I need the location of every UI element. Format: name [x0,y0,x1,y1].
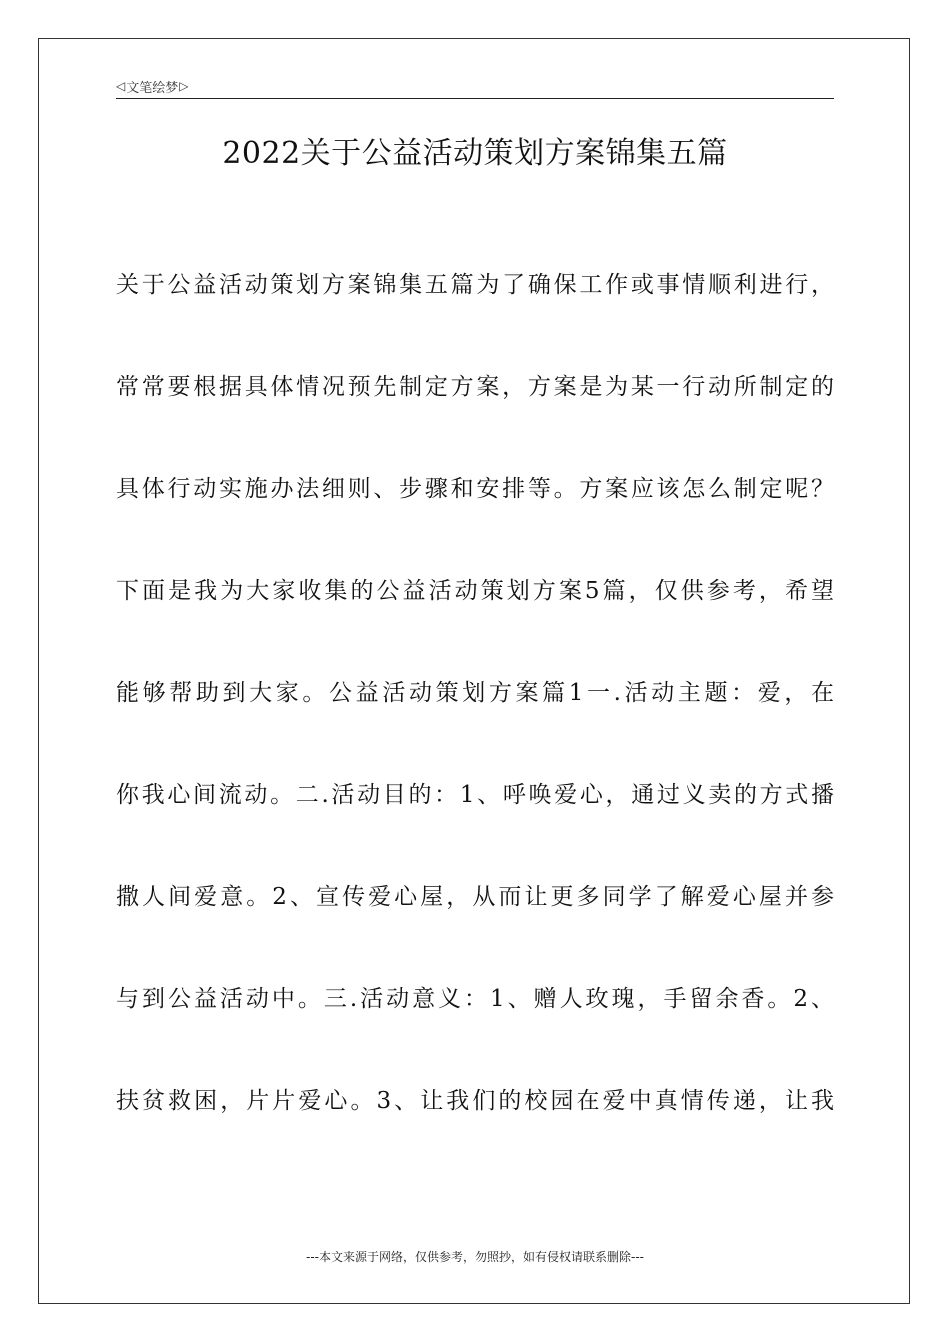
body-line: 扶贫救困，片片爱心。3、让我们的校园在爱中真情传递，让我 [116,1088,834,1114]
body-line: 能够帮助到大家。公益活动策划方案篇1一.活动主题：爱，在 [116,680,834,706]
body-line: 撒人间爱意。2、宣传爱心屋，从而让更多同学了解爱心屋并参 [116,884,834,910]
header-brand: 文笔绘梦 [126,80,179,96]
body-line: 下面是我为大家收集的公益活动策划方案5篇，仅供参考，希望 [116,578,834,604]
body-line: 具体行动实施办法细则、步骤和安排等。方案应该怎么制定呢？ [116,476,834,502]
right-triangle-icon: ▷ [179,79,189,93]
document-title: 2022关于公益活动策划方案锦集五篇 [222,136,728,171]
body-line: 你我心间流动。二.活动目的：1、呼唤爱心，通过义卖的方式播 [116,782,834,808]
body-line: 关于公益活动策划方案锦集五篇为了确保工作或事情顺利进行， [116,272,834,298]
body-line: 常常要根据具体情况预先制定方案，方案是为某一行动所制定的 [116,374,834,400]
body-line: 与到公益活动中。三.活动意义：1、赠人玫瑰，手留余香。2、 [116,986,834,1012]
page-footer: ---本文来源于网络，仅供参考，勿照抄，如有侵权请联系删除--- [306,1250,644,1264]
left-triangle-icon: ◁ [116,79,126,93]
document-body [116,264,834,1182]
page-header [116,74,834,99]
